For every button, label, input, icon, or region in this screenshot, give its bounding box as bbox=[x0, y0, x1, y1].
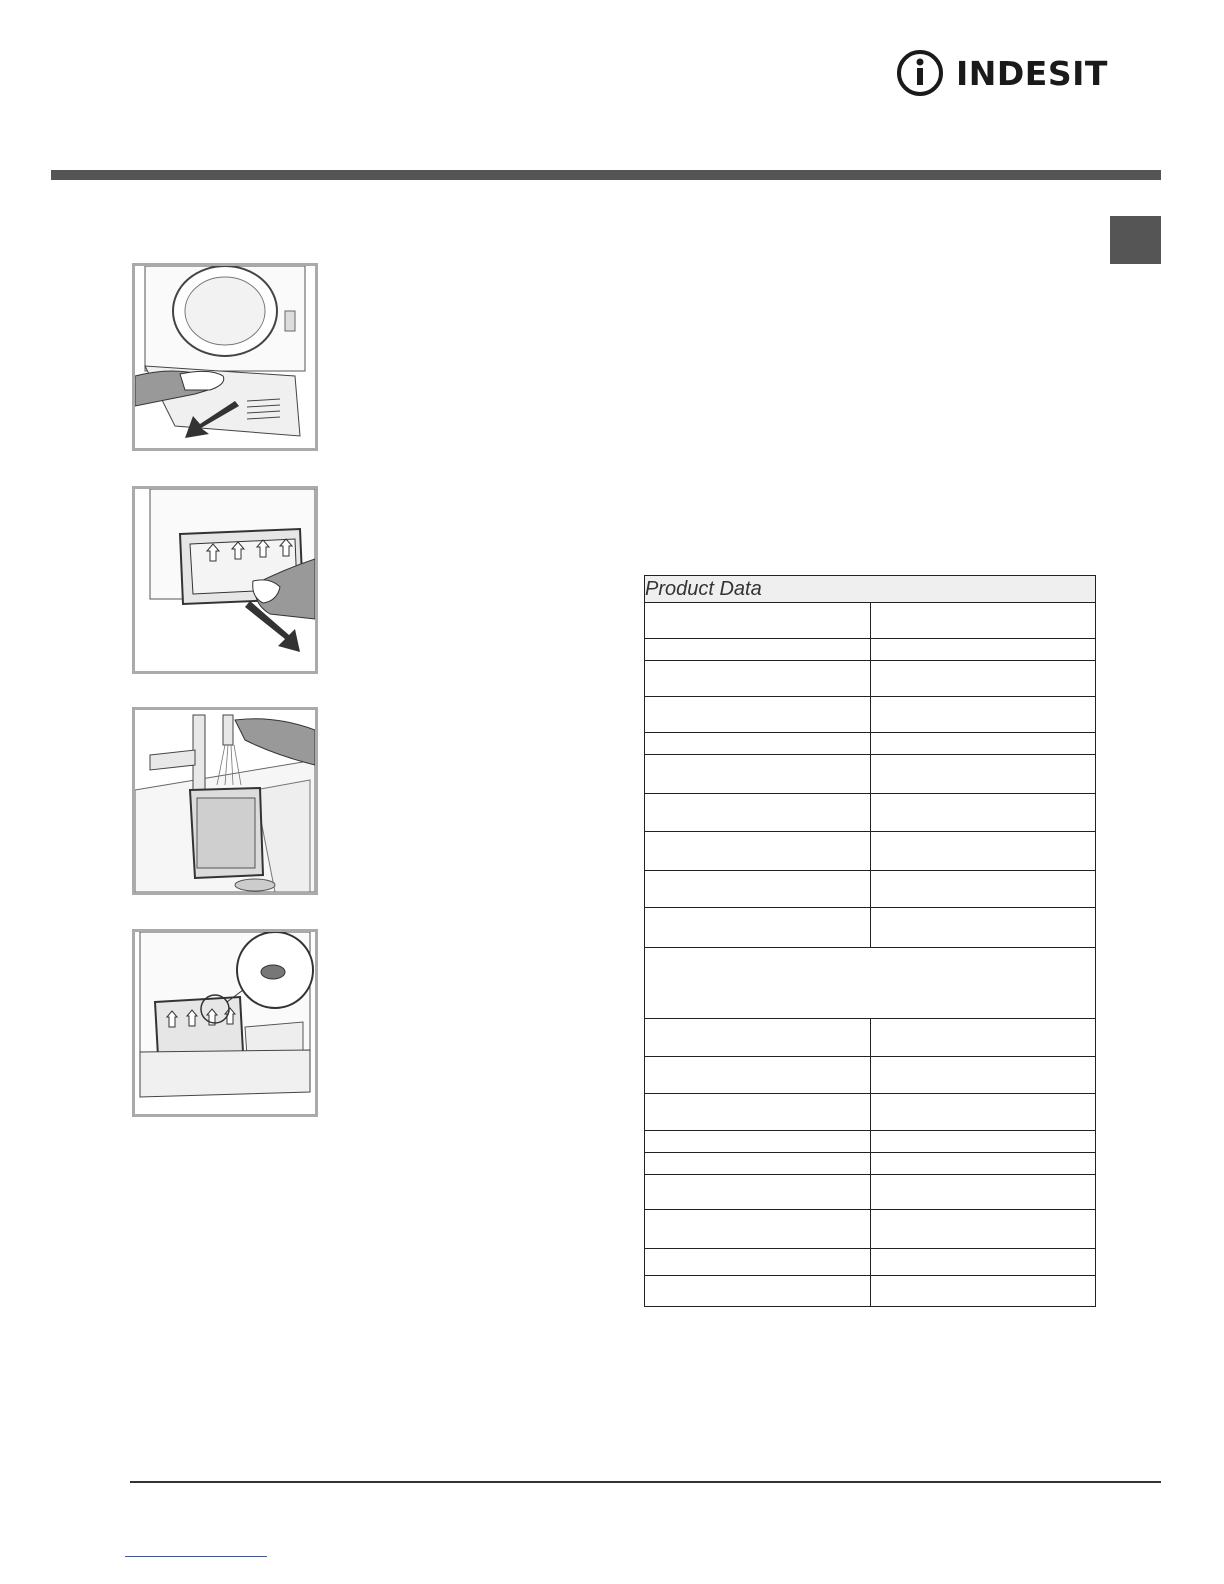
table-row bbox=[645, 1131, 1096, 1153]
figure-1 bbox=[132, 263, 318, 451]
table-cell-value bbox=[870, 832, 1096, 871]
table-row bbox=[645, 733, 1096, 755]
figure-2 bbox=[132, 486, 318, 674]
figure-3 bbox=[132, 707, 318, 895]
table-cell-value bbox=[870, 1057, 1096, 1094]
header-rule bbox=[51, 170, 1161, 180]
table-cell-label bbox=[645, 1131, 871, 1153]
footer-rule bbox=[130, 1481, 1161, 1483]
info-circle-icon bbox=[896, 48, 948, 98]
table-row bbox=[645, 832, 1096, 871]
table-cell-value bbox=[870, 794, 1096, 832]
table-cell-label bbox=[645, 1057, 871, 1094]
table-cell-value bbox=[870, 1175, 1096, 1210]
table-row bbox=[645, 1210, 1096, 1249]
table-cell-label bbox=[645, 1153, 871, 1175]
table-cell-label bbox=[645, 733, 871, 755]
table-cell-label bbox=[645, 1210, 871, 1249]
table-row bbox=[645, 1249, 1096, 1276]
table-row bbox=[645, 908, 1096, 948]
table-row bbox=[645, 603, 1096, 639]
table-row bbox=[645, 1094, 1096, 1131]
table-cell-value bbox=[870, 1249, 1096, 1276]
table-row bbox=[645, 639, 1096, 661]
table-cell-value bbox=[870, 1153, 1096, 1175]
table-row bbox=[645, 1057, 1096, 1094]
table-cell-label bbox=[645, 1249, 871, 1276]
table-row bbox=[645, 871, 1096, 908]
table-cell-value bbox=[870, 733, 1096, 755]
table-cell-value bbox=[870, 1276, 1096, 1307]
language-tab bbox=[1110, 216, 1161, 264]
table-row bbox=[645, 1153, 1096, 1175]
product-data-header bbox=[645, 576, 1096, 603]
table-cell-value bbox=[870, 1210, 1096, 1249]
table-cell-label bbox=[645, 1175, 871, 1210]
table-cell-value bbox=[870, 871, 1096, 908]
brand-name: INDESIT bbox=[956, 54, 1108, 93]
table-cell-value bbox=[870, 755, 1096, 794]
table-cell-label bbox=[645, 603, 871, 639]
table-cell-value bbox=[870, 1019, 1096, 1057]
brand-logo bbox=[896, 48, 1108, 98]
table-cell-value bbox=[870, 603, 1096, 639]
table-cell bbox=[645, 948, 1096, 1019]
table-cell-label bbox=[645, 1094, 871, 1131]
table-cell-label bbox=[645, 697, 871, 733]
product-data-title: Product Data bbox=[645, 576, 1096, 603]
table-cell-label bbox=[645, 794, 871, 832]
table-cell-label bbox=[645, 755, 871, 794]
table-cell-label bbox=[645, 639, 871, 661]
table-cell-label bbox=[645, 1276, 871, 1307]
table-row bbox=[645, 794, 1096, 832]
table-cell-value bbox=[870, 1094, 1096, 1131]
table-cell-label bbox=[645, 908, 871, 948]
table-cell-value bbox=[870, 661, 1096, 697]
table-row bbox=[645, 1276, 1096, 1307]
table-row bbox=[645, 948, 1096, 1019]
table-cell-value bbox=[870, 908, 1096, 948]
table-row bbox=[645, 755, 1096, 794]
table-cell-value bbox=[870, 639, 1096, 661]
table-cell-value bbox=[870, 1131, 1096, 1153]
table-cell-value bbox=[870, 697, 1096, 733]
table-cell-label bbox=[645, 661, 871, 697]
product-data-table bbox=[644, 575, 1096, 1307]
table-cell-label bbox=[645, 871, 871, 908]
table-row bbox=[645, 697, 1096, 733]
table-row bbox=[645, 1019, 1096, 1057]
footer-link[interactable] bbox=[125, 1556, 267, 1557]
table-row bbox=[645, 1175, 1096, 1210]
figure-4 bbox=[132, 929, 318, 1117]
table-cell-label bbox=[645, 832, 871, 871]
table-row bbox=[645, 661, 1096, 697]
table-cell-label bbox=[645, 1019, 871, 1057]
